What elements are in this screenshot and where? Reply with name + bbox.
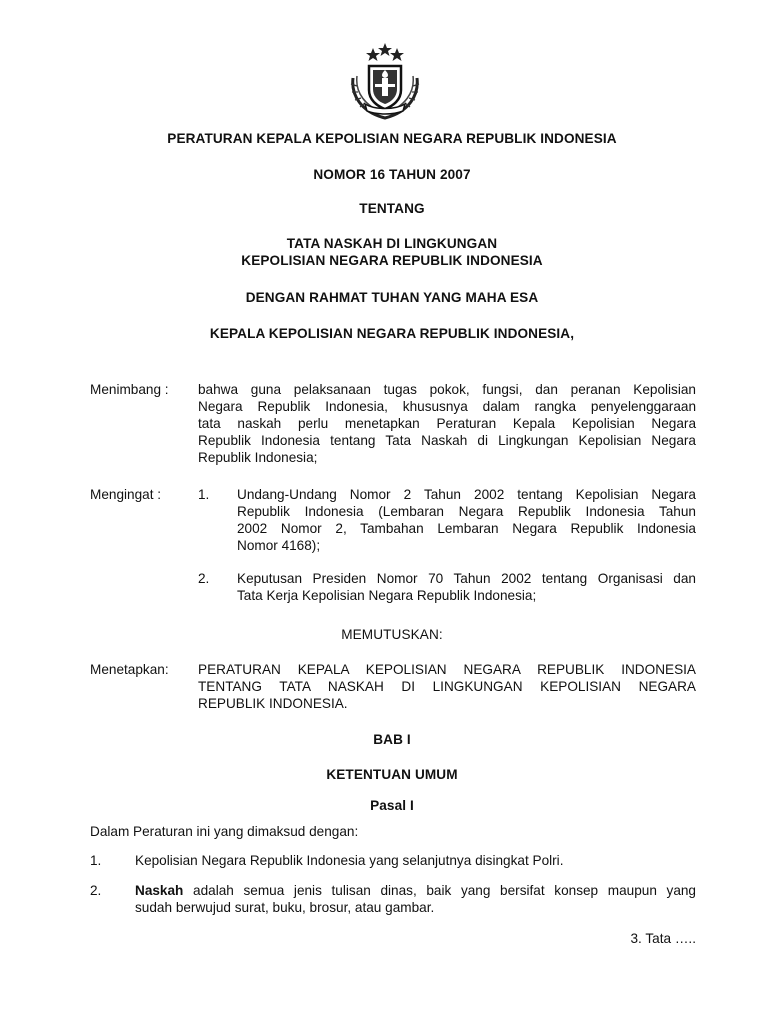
mengingat-label: Mengingat : xyxy=(90,487,162,502)
mengingat-line: Nomor 4168); xyxy=(237,538,321,553)
page-continuation: 3. Tata ….. xyxy=(630,931,696,946)
menimbang-line: Republik Indonesia; xyxy=(198,450,318,465)
definition-2-first-rest: adalah semua jenis tulisan dinas, baik yang bersifat konsep maupun yang xyxy=(183,883,696,898)
definitions-intro: Dalam Peraturan ini yang dimaksud dengan: xyxy=(90,824,359,839)
definition-1-text: Kepolisian Negara Republik Indonesia yang selanjutnya disingkat Polri. xyxy=(135,853,564,868)
memutuskan-heading: MEMUTUSKAN: xyxy=(341,627,443,642)
pasal-heading: Pasal I xyxy=(370,798,414,813)
document-title: PERATURAN KEPALA KEPOLISIAN NEGARA REPUBLIK INDONESIA xyxy=(167,131,617,146)
menimbang-line: bahwa guna pelaksanaan tugas pokok, fungsi, dan peranan Kepolisian xyxy=(198,382,696,397)
definition-2-line-1 xyxy=(135,882,696,899)
definition-2-line-2: sudah berwujud surat, buku, brosur, atau gambar. xyxy=(135,900,435,915)
menetapkan-text xyxy=(198,661,696,712)
mengingat-line: Undang-Undang Nomor 2 Tahun 2002 tentang Kepolisian Negara xyxy=(237,487,696,502)
definition-term: Naskah xyxy=(135,883,184,898)
menimbang-text xyxy=(198,381,696,466)
mengingat-line: Republik Indonesia (Lembaran Negara Republik Indonesia Tahun xyxy=(237,504,696,519)
police-emblem xyxy=(343,40,427,122)
definition-2-text xyxy=(135,882,696,916)
authority-heading: KEPALA KEPOLISIAN NEGARA REPUBLIK INDONESIA, xyxy=(209,326,575,341)
mengingat-line: Keputusan Presiden Nomor 70 Tahun 2002 tentang Organisasi dan xyxy=(237,571,696,586)
menimbang-line: tata naskah perlu menetapkan Peraturan Kepala Kepolisian Negara xyxy=(198,416,696,431)
definition-number: 1. xyxy=(90,853,102,868)
subject-line-1: TATA NASKAH DI LINGKUNGAN xyxy=(286,236,498,251)
menimbang-label: Menimbang : xyxy=(90,382,169,397)
document-number: NOMOR 16 TAHUN 2007 xyxy=(313,167,471,182)
mengingat-line: Tata Kerja Kepolisian Negara Republik Indonesia; xyxy=(237,588,537,603)
menetapkan-line: TENTANG TATA NASKAH DI LINGKUNGAN KEPOLISIAN NEGARA xyxy=(198,679,696,694)
menetapkan-label: Menetapkan: xyxy=(90,662,169,677)
mengingat-item-number: 1. xyxy=(198,487,210,502)
mengingat-line: 2002 Nomor 2, Tambahan Lembaran Negara Republik Indonesia xyxy=(237,521,696,536)
definition-number: 2. xyxy=(90,883,102,898)
subject-line-2: KEPOLISIAN NEGARA REPUBLIK INDONESIA xyxy=(241,253,543,268)
menetapkan-line: PERATURAN KEPALA KEPOLISIAN NEGARA REPUBLIK INDONESIA xyxy=(198,662,696,677)
mengingat-item-2 xyxy=(237,570,696,604)
menimbang-line: Negara Republik Indonesia, khususnya dalam rangka penyelenggaraan xyxy=(198,399,696,414)
blessing-heading: DENGAN RAHMAT TUHAN YANG MAHA ESA xyxy=(245,290,539,305)
bab-title: KETENTUAN UMUM xyxy=(326,767,458,782)
mengingat-item-1 xyxy=(237,486,696,554)
menimbang-line: Republik Indonesia tentang Tata Naskah di Lingkungan Kepolisian Negara xyxy=(198,433,696,448)
mengingat-item-number: 2. xyxy=(198,571,210,586)
bab-heading: BAB I xyxy=(373,732,411,747)
menetapkan-line: REPUBLIK INDONESIA. xyxy=(198,696,348,711)
about-heading: TENTANG xyxy=(359,201,425,216)
